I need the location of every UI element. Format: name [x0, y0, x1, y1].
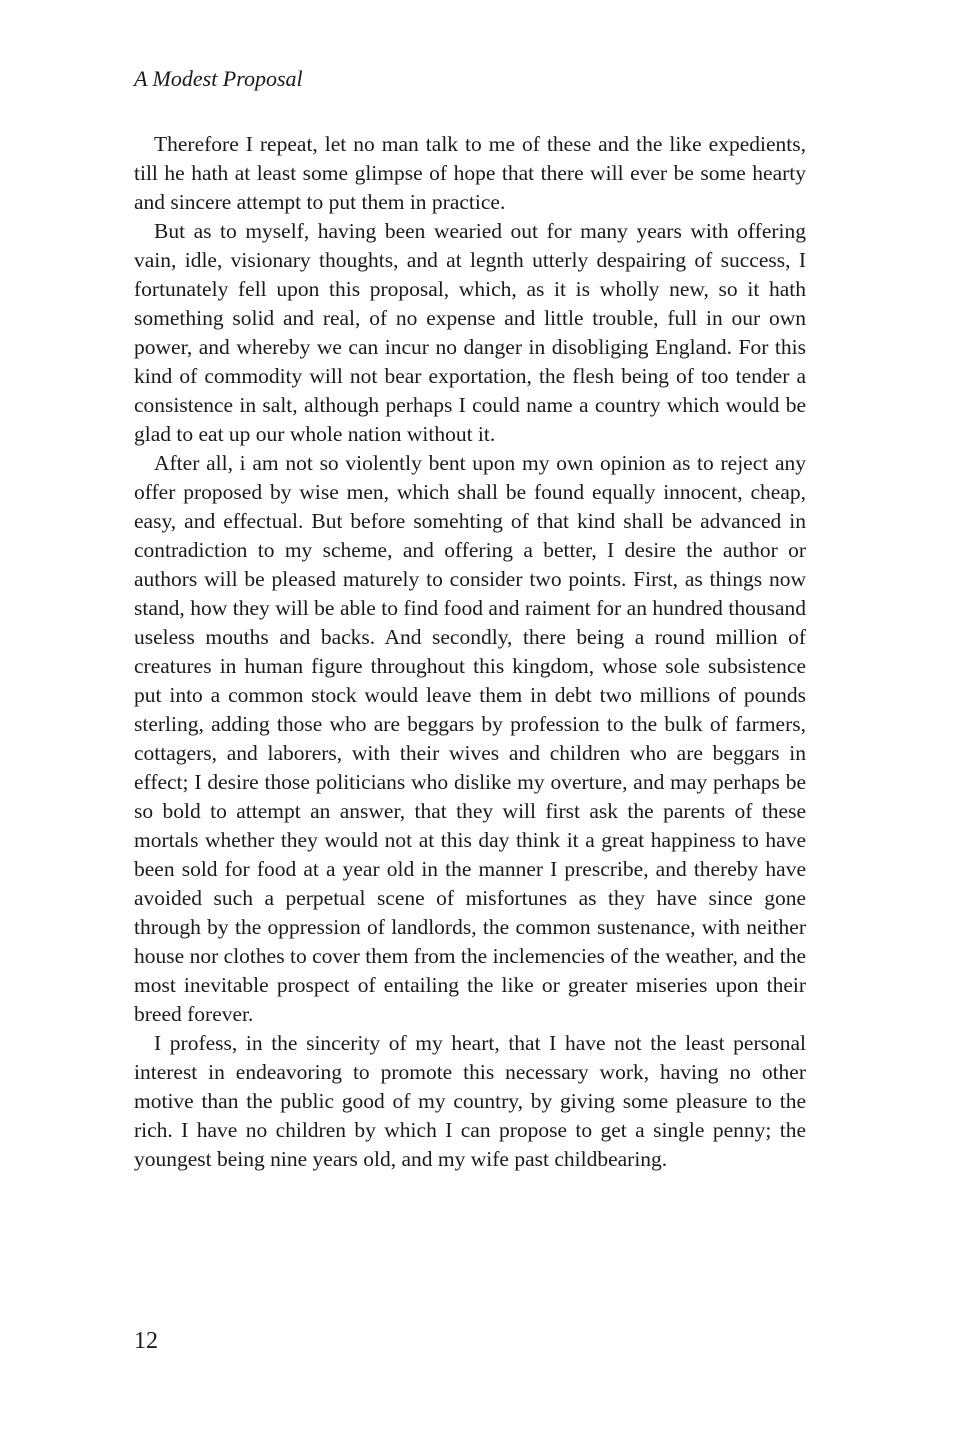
- page-number: 12: [134, 1328, 158, 1354]
- paragraph-2: But as to myself, having been wearied out for many years with offering vain, idle, visionary thoughts, and at legnth utterly despairing of success, I fortunately fell upon this proposal, which, as it is wholly new, so it hath something solid and real, of no expense and little trouble, full in our own power, and whereby we can incur no danger in disobliging England. For this kind of commodity will not bear exportation, the flesh being of too tender a consistence in salt, although perhaps I could name a country which would be glad to eat up our whole nation without it.: [134, 219, 806, 446]
- paragraph-4: I profess, in the sincerity of my heart, that I have not the least personal interest in endeavoring to promote this necessary work, having no other motive than the public good of my country, by giving some pleasure to the rich. I have no children by which I can propose to get a single penny; the youngest being nine years old, and my wife past childbearing.: [134, 1031, 806, 1171]
- paragraph-1: Therefore I repeat, let no man talk to me of these and the like expedients, till he hath at least some glimpse of hope that there will ever be some hearty and sincere attempt to put them in practice.: [134, 132, 806, 214]
- paragraph-3: After all, i am not so violently bent upon my own opinion as to reject any offer proposed by wise men, which shall be found equally innocent, cheap, easy, and effectual. But before somehting of that kind shall be advanced in contradiction to my scheme, and offering a better, I desire the author or authors will be pleased maturely to consider two points. First, as things now stand, how they will be able to find food and raiment for an hundred thousand useless mouths and backs. And secondly, there being a round million of creatures in human figure throughout this kingdom, whose sole subsistence put into a common stock would leave them in debt two millions of pounds sterling, adding those who are beggars by profession to the bulk of farmers, cottagers, and laborers, with their wives and children who are beggars in effect; I desire those politicians who dislike my overture, and may perhaps be so bold to attempt an answer, that they will first ask the parents of these mortals whether they would not at this day think it a great happiness to have been sold for food at a year old in the manner I prescribe, and thereby have avoided such a perpetual scene of misfortunes as they have since gone through by the oppression of landlords, the common sustenance, with neither house nor clothes to cover them from the inclemencies of the weather, and the most inevitable prospect of entailing the like or greater miseries upon their breed forever.: [134, 451, 806, 1026]
- body-text: [134, 130, 806, 1174]
- running-head: A Modest Proposal: [134, 66, 303, 91]
